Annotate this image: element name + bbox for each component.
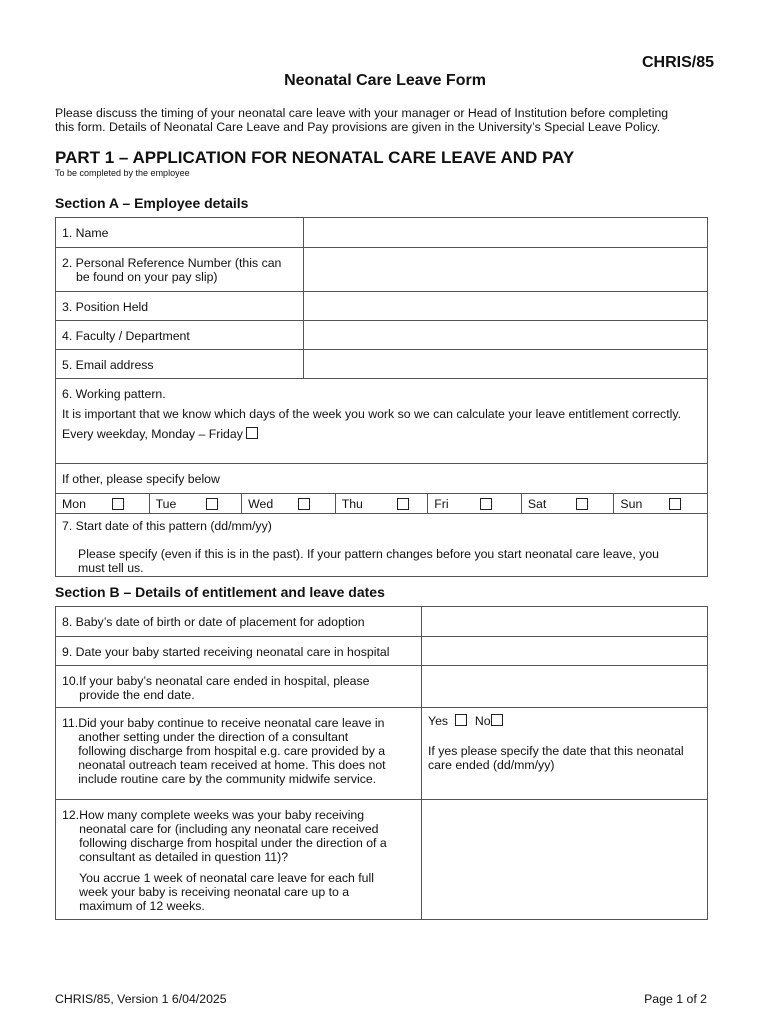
- care-end-label: [56, 666, 421, 702]
- reference-number-label: [56, 248, 303, 284]
- care-end-line-1: If your baby’s neonatal care ended in hospital, please: [79, 674, 370, 688]
- day-tue-checkbox[interactable]: [206, 498, 218, 510]
- every-weekday-checkbox[interactable]: [246, 427, 258, 439]
- weeks-input-cell[interactable]: [422, 800, 708, 920]
- care-start-input-cell[interactable]: [422, 637, 708, 666]
- section-a-table: [55, 217, 708, 577]
- continued-care-label: [56, 708, 421, 786]
- weeks-line-2: neonatal care for (including any neonatal care received: [79, 822, 379, 836]
- intro-line-2: this form. Details of Neonatal Care Leave and Pay provisions are given in the University’s Special Leave Policy.: [55, 120, 661, 134]
- care-end-text: [79, 674, 369, 702]
- position-label-cell: [56, 292, 304, 321]
- day-sun-label: Sun: [620, 496, 643, 511]
- reference-number-label-line-2: be found on your pay slip): [76, 270, 218, 284]
- birth-date-label: 8. Baby’s date of birth or date of placement for adoption: [62, 615, 365, 629]
- every-weekday-label: Every weekday, Monday – Friday: [62, 427, 243, 441]
- weeks-note-line-1: You accrue 1 week of neonatal care leave for each full: [79, 871, 374, 885]
- if-yes-line-2: care ended (dd/mm/yy): [428, 758, 555, 772]
- part1-subheading: To be completed by the employee: [55, 168, 190, 178]
- section-a-heading: Section A – Employee details: [55, 195, 249, 211]
- pattern-start-label: 7. Start date of this pattern (dd/mm/yy): [62, 519, 272, 533]
- every-weekday-row: [62, 427, 701, 441]
- form-reference-code: CHRIS/85: [641, 54, 714, 71]
- weeks-note-line-3: maximum of 12 weeks.: [79, 899, 205, 913]
- continued-care-line-3: following discharge from hospital e.g. care provided by a: [78, 744, 386, 758]
- day-sat-label: Sat: [527, 496, 547, 511]
- position-input-cell[interactable]: [304, 292, 708, 321]
- care-start-label: 9. Date your baby started receiving neonatal care in hospital: [62, 645, 390, 659]
- weeks-line-1: How many complete weeks was your baby receiving: [79, 808, 365, 822]
- day-sun-checkbox[interactable]: [669, 498, 681, 510]
- weeks-note-line-2: week your baby is receiving neonatal care up to a: [79, 885, 350, 899]
- faculty-label: 4. Faculty / Department: [62, 329, 190, 343]
- working-pattern-content: [56, 379, 707, 441]
- day-sun: [614, 497, 707, 511]
- other-pattern-cell: [56, 464, 708, 494]
- email-label: 5. Email address: [62, 358, 154, 372]
- pattern-start-note-line-2: must tell us.: [78, 561, 144, 575]
- pattern-start-note: [62, 547, 701, 575]
- days-row: [56, 494, 707, 513]
- pattern-start-cell[interactable]: [56, 514, 708, 577]
- day-mon-label: Mon: [62, 496, 86, 511]
- form-title: Neonatal Care Leave Form: [284, 72, 486, 89]
- continued-care-line-4: neonatal outreach team received at home. This does not: [78, 758, 386, 772]
- weeks-line-4: consultant as detailed in question 11)?: [79, 850, 289, 864]
- if-yes-line-1: If yes please specify the date that this neonatal: [428, 744, 684, 758]
- day-wed-label: Wed: [248, 496, 274, 511]
- day-thu: [336, 497, 428, 511]
- day-wed: [242, 497, 335, 511]
- yes-checkbox[interactable]: [455, 714, 467, 726]
- name-label: 1. Name: [62, 226, 109, 240]
- reference-number-label-line-1: 2. Personal Reference Number (this can: [62, 256, 282, 270]
- yes-no-row: [428, 714, 701, 728]
- working-pattern-title: 6. Working pattern.: [62, 387, 166, 401]
- name-label-cell: [56, 218, 304, 248]
- day-tue: [150, 497, 242, 511]
- name-input-cell[interactable]: [304, 218, 708, 248]
- continued-care-answer-cell: [422, 708, 708, 800]
- day-tue-label: Tue: [155, 496, 177, 511]
- day-fri: [428, 497, 521, 511]
- section-b-heading: Section B – Details of entitlement and leave dates: [55, 584, 385, 600]
- birth-date-label-cell: [56, 607, 422, 637]
- care-end-number: 10.: [62, 674, 80, 688]
- day-thu-checkbox[interactable]: [397, 498, 409, 510]
- pattern-start-note-line-1: Please specify (even if this is in the past). If your pattern changes before you start neonatal care leave, you: [78, 547, 660, 561]
- working-pattern-text: It is important that we know which days of the week you work so we can calculate your leave entitlement correctly.: [62, 407, 681, 421]
- day-mon: [56, 497, 149, 511]
- section-b-table: [55, 606, 708, 920]
- email-input-cell[interactable]: [304, 350, 708, 379]
- days-row-cell: [56, 494, 708, 514]
- email-label-cell: [56, 350, 304, 379]
- care-end-input-cell[interactable]: [422, 666, 708, 708]
- no-checkbox[interactable]: [491, 714, 503, 726]
- weeks-number: 12.: [62, 808, 80, 822]
- continued-care-text: [78, 716, 385, 786]
- no-label: No: [474, 714, 491, 728]
- weeks-label-cell: [56, 800, 422, 920]
- continued-care-line-5: include routine care by the community midwife service.: [78, 772, 377, 786]
- continued-care-label-cell: [56, 708, 422, 800]
- care-end-label-cell: [56, 666, 422, 708]
- intro-line-1: Please discuss the timing of your neonatal care leave with your manager or Head of Institution before completing: [55, 106, 669, 120]
- part1-heading: PART 1 – APPLICATION FOR NEONATAL CARE LEAVE AND PAY: [55, 148, 575, 167]
- day-fri-label: Fri: [434, 496, 449, 511]
- birth-date-input-cell[interactable]: [422, 607, 708, 637]
- continued-care-number: 11.: [62, 716, 79, 730]
- continued-care-line-2: another setting under the direction of a consultant: [78, 730, 349, 744]
- day-mon-checkbox[interactable]: [112, 498, 124, 510]
- position-label: 3. Position Held: [62, 300, 149, 314]
- weeks-line-3: following discharge from hospital under the direction of a: [79, 836, 387, 850]
- weeks-label: [56, 800, 421, 913]
- continued-care-answer: [422, 708, 707, 772]
- faculty-label-cell: [56, 321, 304, 350]
- faculty-input-cell[interactable]: [304, 321, 708, 350]
- if-yes-note: [428, 744, 701, 772]
- day-thu-label: Thu: [341, 496, 363, 511]
- day-wed-checkbox[interactable]: [298, 498, 310, 510]
- reference-number-input-cell[interactable]: [304, 248, 708, 292]
- pattern-start-content: [56, 514, 707, 575]
- yes-label: Yes: [428, 714, 449, 728]
- care-start-label-cell: [56, 637, 422, 666]
- day-fri-checkbox[interactable]: [480, 498, 492, 510]
- care-end-line-2: provide the end date.: [79, 688, 195, 702]
- footer-version: CHRIS/85, Version 1 6/04/2025: [55, 992, 227, 1006]
- reference-number-label-cell: [56, 248, 304, 292]
- continued-care-line-1: Did your baby continue to receive neonatal care leave in: [78, 716, 385, 730]
- weeks-text: [79, 808, 387, 913]
- other-pattern-label: If other, please specify below: [62, 472, 220, 486]
- intro-text: [55, 106, 715, 134]
- day-sat-checkbox[interactable]: [576, 498, 588, 510]
- day-sat: [522, 497, 614, 511]
- footer-page-number: Page 1 of 2: [644, 992, 707, 1006]
- working-pattern-cell: [56, 379, 708, 464]
